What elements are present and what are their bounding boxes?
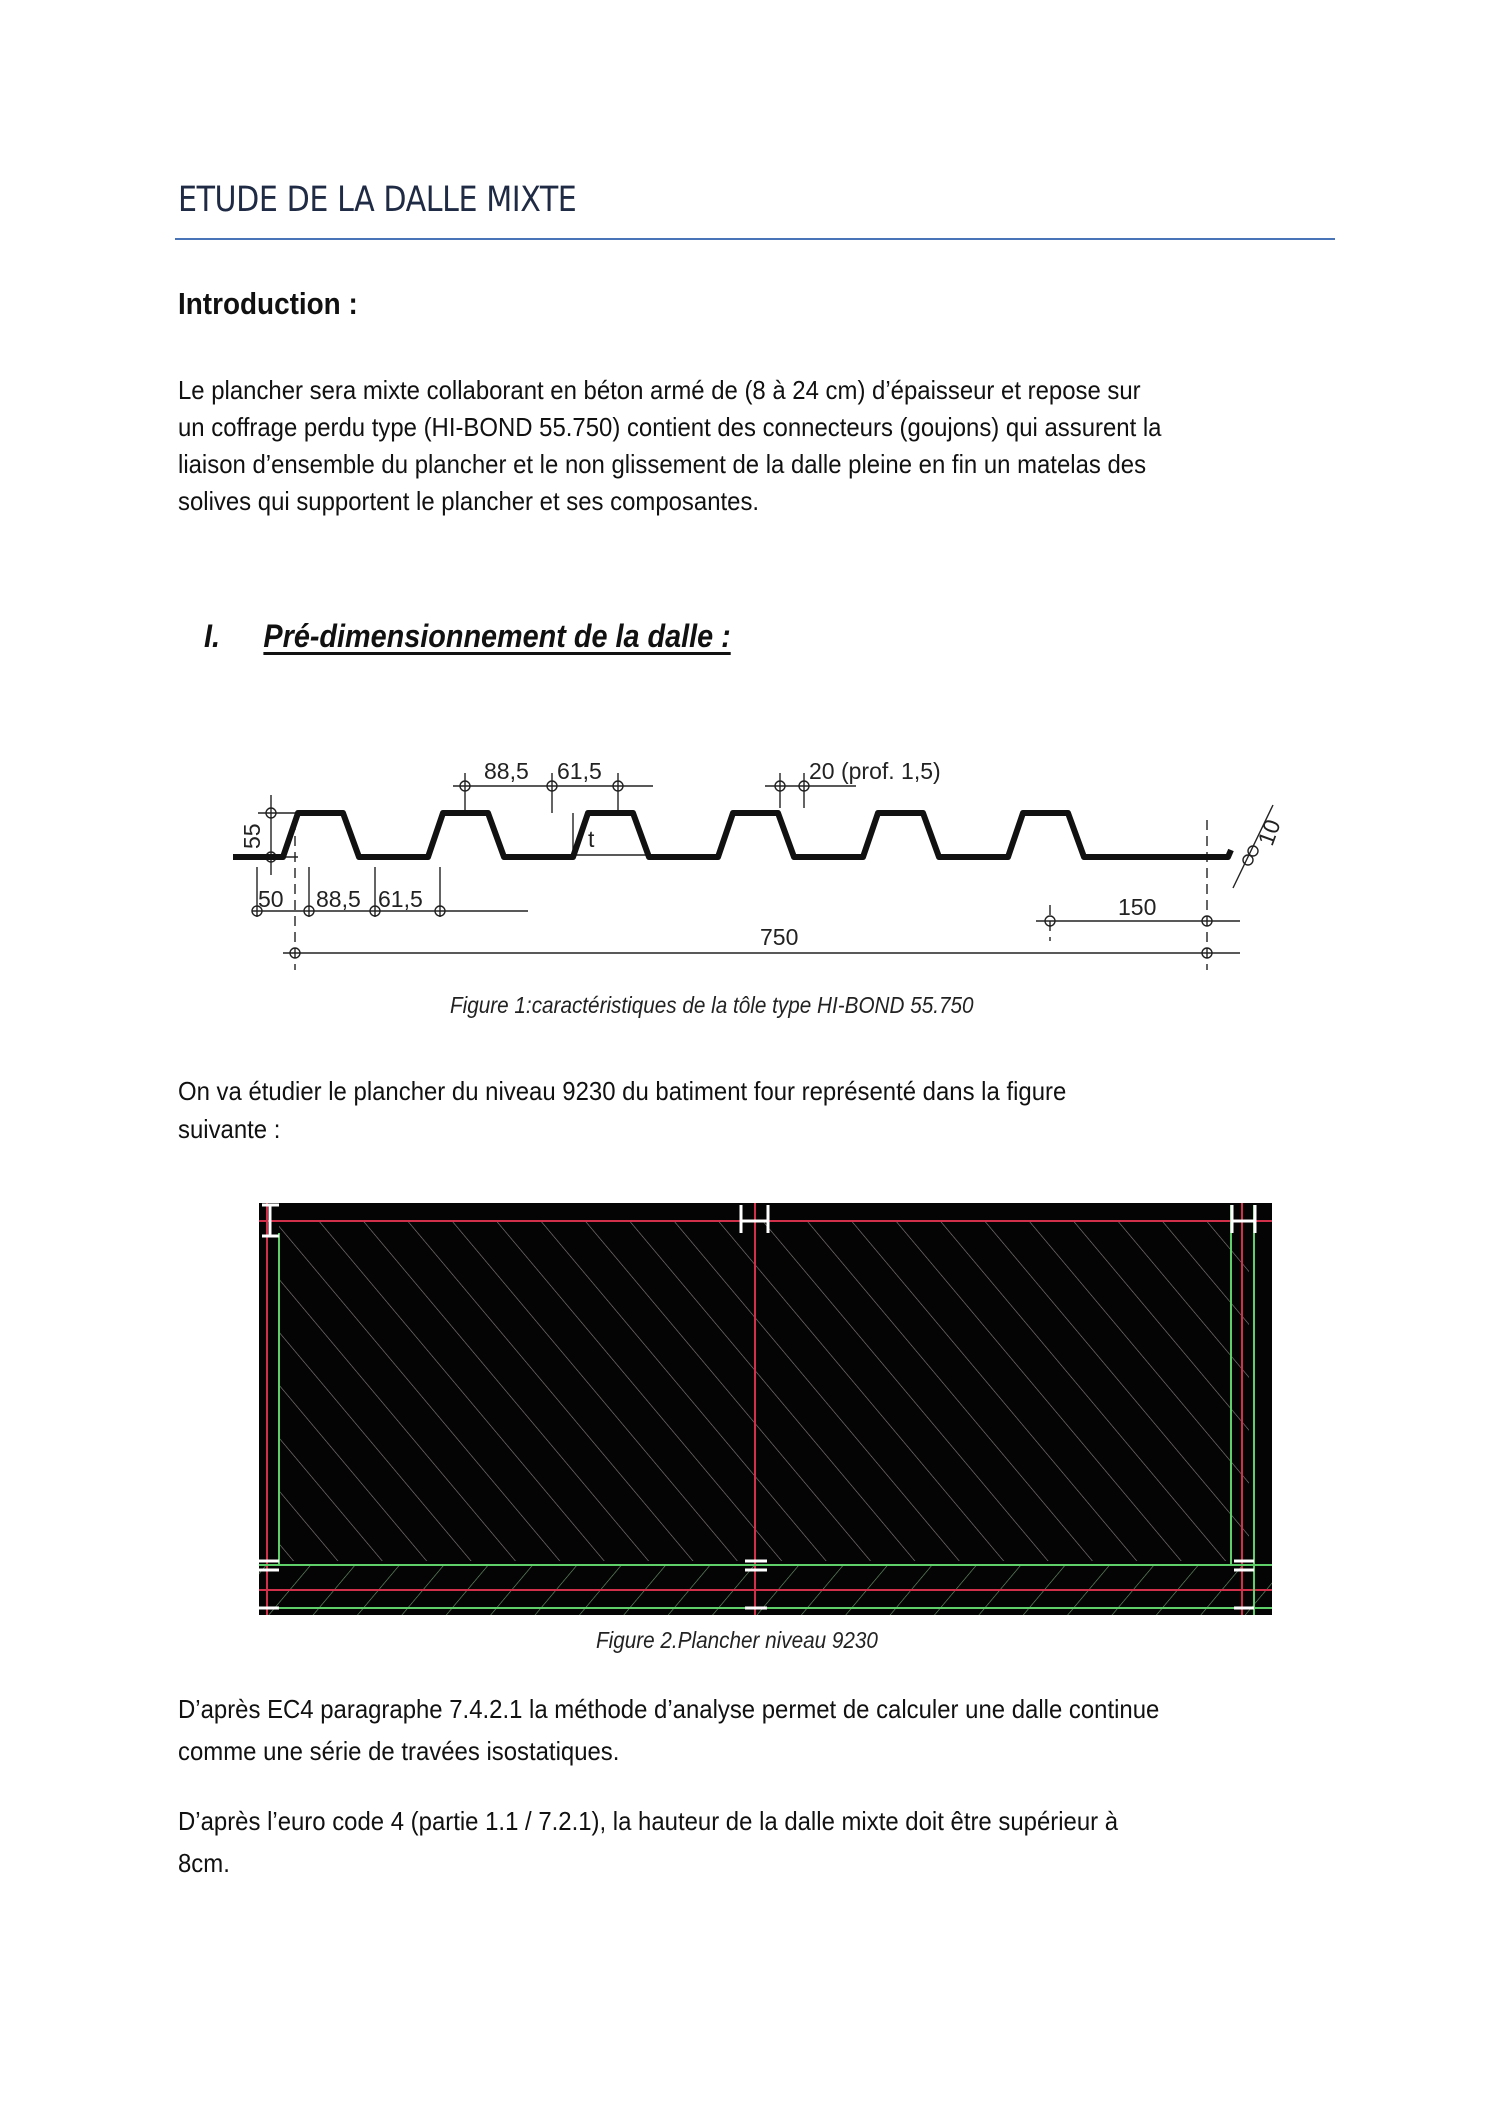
paragraph-line: un coffrage perdu type (HI-BOND 55.750) contient des connecteurs (goujons) qui assurent la [178,412,1162,442]
figure1-caption: Figure 1:caractéristiques de la tôle type HI-BOND 55.750 [450,992,974,1018]
dim-edge-label: 10 [1252,815,1286,849]
deck-profile-figure [228,745,1338,975]
dim-height-label: 55 [239,823,265,849]
paragraph-line: 8cm. [178,1848,230,1878]
dim-pitch-label: 150 [1118,894,1157,920]
document-title: ETUDE DE LA DALLE MIXTE [178,180,577,220]
dim-bottom-end-label: 61,5 [378,886,423,912]
study-paragraph [178,1072,1264,1148]
paragraph-line: solives qui supportent le plancher et ses composantes. [178,486,760,516]
dim-thickness-label: t [588,826,595,852]
paragraph-line: suivante : [178,1114,281,1144]
section-title: Pré-dimensionnement de la dalle : [263,618,731,654]
paragraph-line: Le plancher sera mixte collaborant en béton armé de (8 à 24 cm) d’épaisseur et repose sur [178,375,1141,405]
dim-top-right-label: 61,5 [557,758,602,784]
figure2-caption: Figure 2.Plancher niveau 9230 [596,1627,878,1653]
dim-bottom-start-label: 50 [258,886,284,912]
floor-plan-figure [259,1203,1272,1615]
title-underline-rule [175,238,1335,240]
introduction-paragraph [178,372,1264,520]
section-heading [204,618,731,655]
dim-top-left-label: 88,5 [484,758,529,784]
dim-bottom-mid-label: 88,5 [316,886,361,912]
paragraph-line: D’après l’euro code 4 (partie 1.1 / 7.2.1), la hauteur de la dalle mixte doit être supérieur à [178,1806,1119,1836]
dim-total-width-label: 750 [760,924,799,950]
dim-rib-detail-label: 20 (prof. 1,5) [809,758,941,784]
paragraph-line: D’après EC4 paragraphe 7.4.2.1 la méthode d’analyse permet de calculer une dalle continue [178,1694,1160,1724]
ec4-paragraph-analysis [178,1688,1264,1772]
ec4-paragraph-height [178,1800,1264,1884]
paragraph-line: On va étudier le plancher du niveau 9230 du batiment four représenté dans la figure [178,1076,1067,1106]
section-number: I. [204,618,221,654]
paragraph-line: liaison d’ensemble du plancher et le non glissement de la dalle pleine en fin un matelas des [178,449,1147,479]
paragraph-line: comme une série de travées isostatiques. [178,1736,620,1766]
introduction-heading: Introduction : [178,286,358,321]
